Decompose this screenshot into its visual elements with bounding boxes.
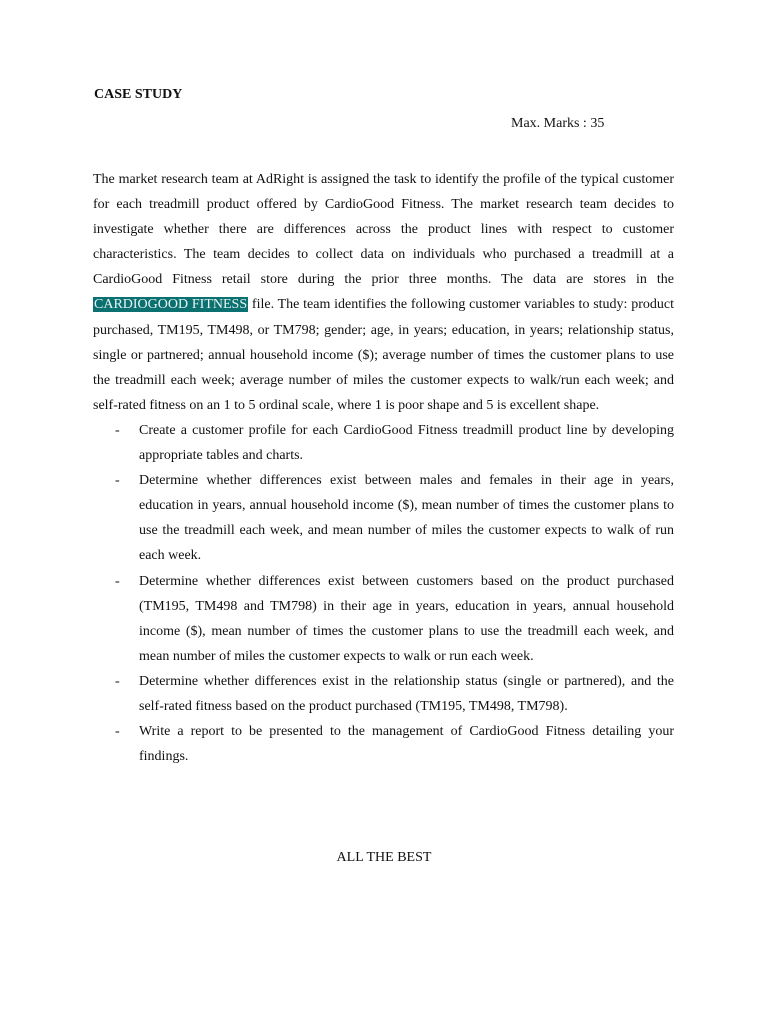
intro-text-part2: file. The team identifies the following customer variables to study: product purchased, TM195, TM498, or TM798; gender; age, in years; education, in years; relationship status, single or partnered; annual household income ($); average number of times the customer plans to use the treadmill each week; average number of miles the customer expects to walk/run each week; and self-rated fitness on an 1 to 5 ordinal scale, where 1 is poor shape and 5 is excellent shape. (93, 297, 674, 413)
document-body (93, 167, 674, 769)
case-study-heading: CASE STUDY (94, 87, 183, 102)
bullet-dash: - (115, 422, 120, 438)
task-item (93, 719, 674, 769)
task-text: Determine whether differences exist in the relationship status (single or partnered), and the self-rated fitness based on the product purchased (TM195, TM498, TM798). (139, 673, 674, 714)
task-text: Create a customer profile for each CardioGood Fitness treadmill product line by developing appropriate tables and charts. (139, 422, 674, 464)
intro-text-part1: The market research team at AdRight is assigned the task to identify the profile of the typical customer for each treadmill product offered by CardioGood Fitness. The market research team decides to investigate whether there are differences across the product lines with respect to customer characteristics. The team decides to collect data on individuals who purchased a treadmill at a CardioGood Fitness retail store during the prior three months. The data are stores in the (93, 172, 674, 288)
task-item (93, 569, 674, 669)
bullet-dash: - (115, 673, 120, 689)
max-marks: Max. Marks : 35 (511, 116, 605, 131)
closing-line: ALL THE BEST (336, 850, 432, 865)
task-list (93, 418, 674, 769)
bullet-dash: - (115, 473, 120, 489)
intro-paragraph (93, 167, 674, 418)
task-text: Write a report to be presented to the management of CardioGood Fitness detailing your findings. (139, 724, 674, 765)
task-item (93, 418, 674, 468)
highlighted-filename: CARDIOGOOD FITNESS (94, 297, 248, 313)
task-text: Determine whether differences exist between customers based on the product purchased (TM195, TM498 and TM798) in their age in years, education in years, annual household income ($), mean number of times the customer plans to use the treadmill each week, and mean number of miles the customer expects to walk or run each week. (139, 573, 674, 664)
bullet-dash: - (115, 573, 120, 589)
task-text: Determine whether differences exist between males and females in their age in years, education in years, annual household income ($), mean number of times the customer plans to use the treadmill each week, and mean number of miles the customer expects to walk of run each week. (139, 473, 674, 564)
task-item (93, 669, 674, 719)
bullet-dash: - (115, 724, 120, 740)
task-item (93, 468, 674, 568)
